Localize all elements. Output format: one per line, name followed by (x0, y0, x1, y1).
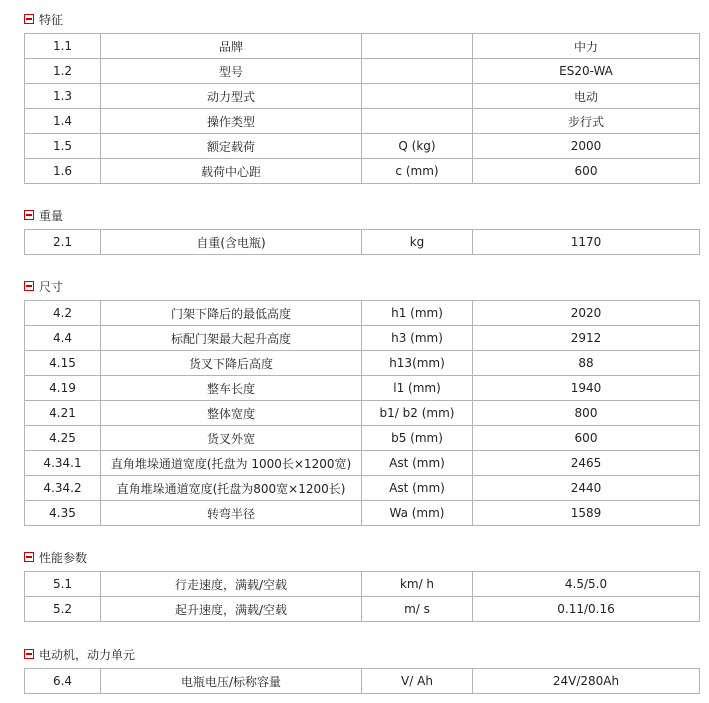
item-number: 4.19 (25, 376, 101, 401)
item-unit: c (mm) (362, 159, 473, 184)
table-row (25, 597, 700, 622)
item-number: 6.4 (25, 669, 101, 694)
item-unit: kg (362, 230, 473, 255)
item-number: 1.4 (25, 109, 101, 134)
item-unit: Wa (mm) (362, 501, 473, 526)
collapse-icon[interactable] (24, 210, 34, 220)
table-row (25, 84, 700, 109)
item-name: 标配门架最大起升高度 (101, 326, 362, 351)
item-number: 4.35 (25, 501, 101, 526)
item-value: 0.11/0.16 (473, 597, 700, 622)
section-header[interactable] (24, 548, 699, 566)
table-row (25, 669, 700, 694)
table-row (25, 572, 700, 597)
item-number: 4.21 (25, 401, 101, 426)
item-value: 2912 (473, 326, 700, 351)
item-name: 载荷中心距 (101, 159, 362, 184)
item-name: 货叉外宽 (101, 426, 362, 451)
item-unit: b1/ b2 (mm) (362, 401, 473, 426)
table-row (25, 134, 700, 159)
collapse-icon[interactable] (24, 552, 34, 562)
section-header[interactable] (24, 277, 699, 295)
item-value: 电动 (473, 84, 700, 109)
item-unit: l1 (mm) (362, 376, 473, 401)
item-number: 1.6 (25, 159, 101, 184)
item-number: 4.34.2 (25, 476, 101, 501)
item-unit: Q (kg) (362, 134, 473, 159)
item-unit: Ast (mm) (362, 476, 473, 501)
item-name: 起升速度，满载/空载 (101, 597, 362, 622)
section-header[interactable] (24, 206, 699, 224)
item-value: 2465 (473, 451, 700, 476)
item-name: 操作类型 (101, 109, 362, 134)
table-row (25, 301, 700, 326)
section-title: 特征 (39, 12, 64, 27)
section-performance (24, 548, 699, 622)
section-title: 重量 (39, 208, 64, 223)
item-name: 型号 (101, 59, 362, 84)
item-value: 600 (473, 159, 700, 184)
item-name: 动力型式 (101, 84, 362, 109)
item-name: 直角堆垛通道宽度(托盘为 1000长×1200宽) (101, 451, 362, 476)
item-name: 整车长度 (101, 376, 362, 401)
item-value: 4.5/5.0 (473, 572, 700, 597)
table-row (25, 401, 700, 426)
item-name: 整体宽度 (101, 401, 362, 426)
section-dimensions (24, 277, 699, 526)
item-unit (362, 109, 473, 134)
item-value: 2020 (473, 301, 700, 326)
item-unit: h1 (mm) (362, 301, 473, 326)
item-value: 2000 (473, 134, 700, 159)
item-value: 600 (473, 426, 700, 451)
table-row (25, 326, 700, 351)
item-number: 4.15 (25, 351, 101, 376)
item-value: 2440 (473, 476, 700, 501)
item-value: 24V/280Ah (473, 669, 700, 694)
section-features (24, 10, 699, 184)
item-value: 1170 (473, 230, 700, 255)
spec-table (24, 300, 700, 526)
item-name: 门架下降后的最低高度 (101, 301, 362, 326)
collapse-icon[interactable] (24, 14, 34, 24)
item-number: 1.1 (25, 34, 101, 59)
item-number: 4.34.1 (25, 451, 101, 476)
spec-table (24, 33, 700, 184)
item-name: 额定载荷 (101, 134, 362, 159)
table-row (25, 351, 700, 376)
item-name: 自重(含电瓶) (101, 230, 362, 255)
table-row (25, 476, 700, 501)
item-name: 货叉下降后高度 (101, 351, 362, 376)
collapse-icon[interactable] (24, 649, 34, 659)
item-unit: h13(mm) (362, 351, 473, 376)
item-name: 转弯半径 (101, 501, 362, 526)
item-unit: h3 (mm) (362, 326, 473, 351)
item-number: 5.2 (25, 597, 101, 622)
item-name: 直角堆垛通道宽度(托盘为800宽×1200长) (101, 476, 362, 501)
section-header[interactable] (24, 10, 699, 28)
table-row (25, 451, 700, 476)
item-unit: V/ Ah (362, 669, 473, 694)
table-row (25, 159, 700, 184)
item-value: 1940 (473, 376, 700, 401)
item-unit: b5 (mm) (362, 426, 473, 451)
item-unit: km/ h (362, 572, 473, 597)
section-motor (24, 645, 699, 694)
item-value: 88 (473, 351, 700, 376)
item-name: 电瓶电压/标称容量 (101, 669, 362, 694)
table-row (25, 34, 700, 59)
item-value: 800 (473, 401, 700, 426)
table-row (25, 426, 700, 451)
item-value: ES20-WA (473, 59, 700, 84)
item-name: 品牌 (101, 34, 362, 59)
item-number: 1.5 (25, 134, 101, 159)
collapse-icon[interactable] (24, 281, 34, 291)
item-number: 4.25 (25, 426, 101, 451)
section-weight (24, 206, 699, 255)
item-number: 5.1 (25, 572, 101, 597)
item-number: 1.3 (25, 84, 101, 109)
item-number: 1.2 (25, 59, 101, 84)
item-number: 4.2 (25, 301, 101, 326)
table-row (25, 230, 700, 255)
spec-table (24, 229, 700, 255)
item-unit (362, 34, 473, 59)
table-row (25, 501, 700, 526)
spec-table (24, 668, 700, 694)
item-unit: Ast (mm) (362, 451, 473, 476)
section-title: 性能参数 (39, 550, 88, 565)
section-title: 电动机，动力单元 (39, 647, 136, 662)
item-value: 1589 (473, 501, 700, 526)
item-number: 4.4 (25, 326, 101, 351)
table-row (25, 59, 700, 84)
table-row (25, 109, 700, 134)
table-row (25, 376, 700, 401)
section-header[interactable] (24, 645, 699, 663)
item-unit: m/ s (362, 597, 473, 622)
item-value: 步行式 (473, 109, 700, 134)
spec-table (24, 571, 700, 622)
section-title: 尺寸 (39, 279, 64, 294)
item-unit (362, 84, 473, 109)
item-unit (362, 59, 473, 84)
item-value: 中力 (473, 34, 700, 59)
item-name: 行走速度，满载/空载 (101, 572, 362, 597)
item-number: 2.1 (25, 230, 101, 255)
